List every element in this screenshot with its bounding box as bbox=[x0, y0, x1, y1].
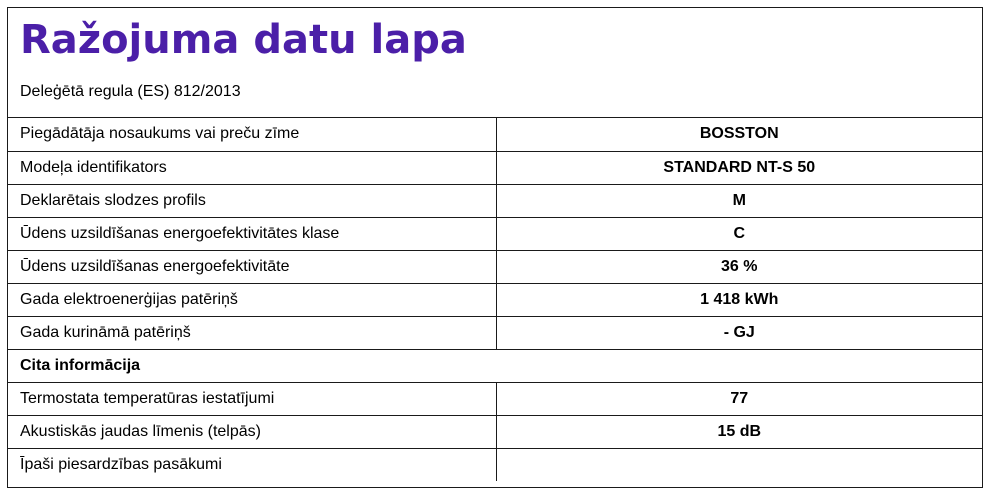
table-row-fuel-consumption bbox=[8, 316, 982, 349]
section-header-row bbox=[8, 349, 982, 382]
section-title: Cita informācija bbox=[8, 349, 982, 382]
row-value: 15 dB bbox=[496, 415, 982, 448]
row-label: Gada kurināmā patēriņš bbox=[8, 316, 496, 349]
table-row-thermostat bbox=[8, 382, 982, 415]
table-row-efficiency-class bbox=[8, 217, 982, 250]
row-value: C bbox=[496, 217, 982, 250]
page-title: Ražojuma datu lapa bbox=[20, 17, 467, 63]
table-row-load-profile bbox=[8, 184, 982, 217]
table-row-efficiency bbox=[8, 250, 982, 283]
product-data-table bbox=[8, 118, 982, 481]
row-label: Deklarētais slodzes profils bbox=[8, 184, 496, 217]
row-label: Modeļa identifikators bbox=[8, 151, 496, 184]
row-value: BOSSTON bbox=[699, 125, 779, 143]
product-data-sheet bbox=[7, 7, 983, 488]
table-row-model bbox=[8, 151, 982, 184]
row-label: Akustiskās jaudas līmenis (telpās) bbox=[8, 415, 496, 448]
table-row-sound-power bbox=[8, 415, 982, 448]
row-value: 1 418 kWh bbox=[496, 283, 982, 316]
row-value: 77 bbox=[496, 382, 982, 415]
sheet-header bbox=[8, 8, 982, 118]
regulation-reference: Deleģētā regula (ES) 812/2013 bbox=[20, 83, 241, 100]
row-label: Termostata temperatūras iestatījumi bbox=[8, 382, 496, 415]
row-label: Īpaši piesardzības pasākumi bbox=[8, 448, 496, 481]
row-label: Ūdens uzsildīšanas energoefektivitāte bbox=[8, 250, 496, 283]
row-value: M bbox=[496, 184, 982, 217]
row-label: Ūdens uzsildīšanas energoefektivitātes klase bbox=[8, 217, 496, 250]
row-value: STANDARD NT-S 50 bbox=[496, 151, 982, 184]
table-row-electricity-consumption bbox=[8, 283, 982, 316]
table-row-supplier bbox=[8, 118, 982, 151]
table-row-precautions bbox=[8, 448, 982, 481]
row-label: Gada elektroenerģijas patēriņš bbox=[8, 283, 496, 316]
row-value: 36 % bbox=[496, 250, 982, 283]
row-value bbox=[496, 448, 982, 481]
row-label: Piegādātāja nosaukums vai preču zīme bbox=[8, 118, 496, 151]
row-value: - GJ bbox=[496, 316, 982, 349]
